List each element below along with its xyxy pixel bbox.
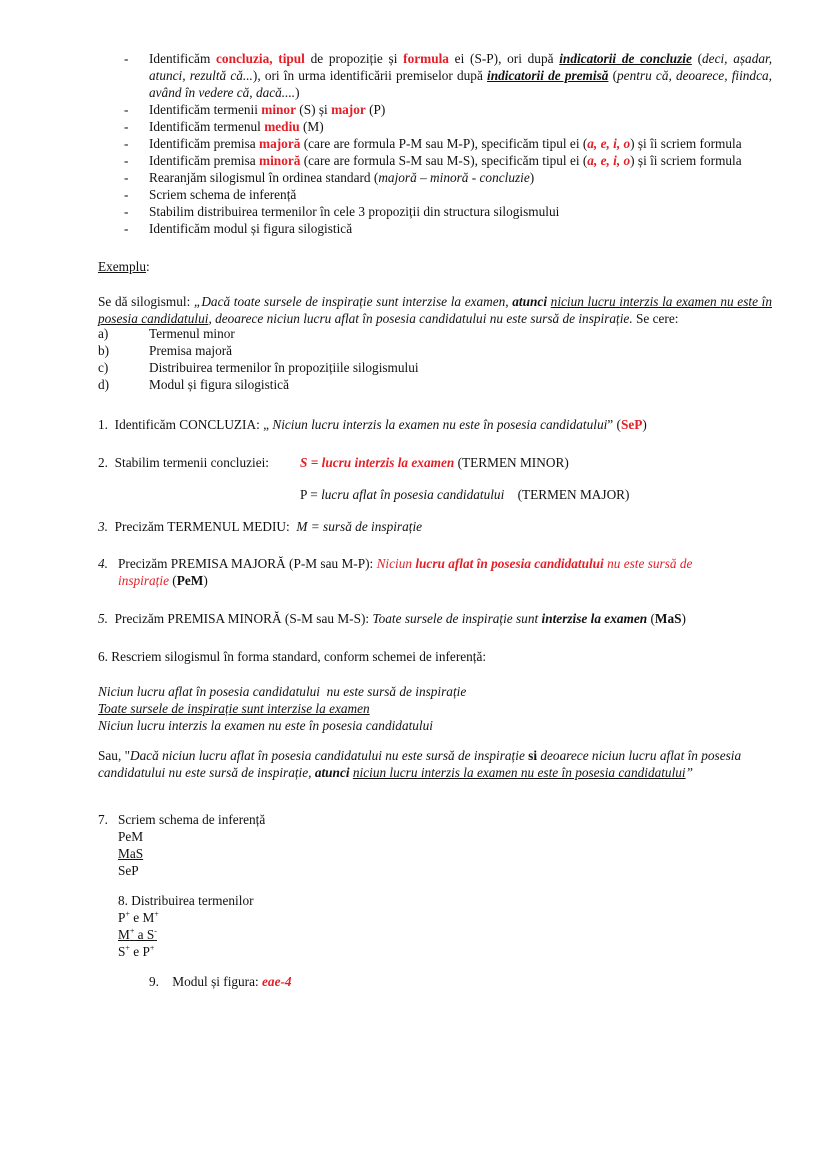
solution-step-3: 3. Precizăm TERMENUL MEDIU: M = sursă de inspirație [98,519,423,534]
step-item: - Stabilim distribuirea termenilor în cele 3 propoziții din structura silogismului [124,204,560,219]
major-premise-line: Niciun lucru aflat în posesia candidatului nu este sursă de inspirație [98,684,467,699]
formula-badge: SeP [620,417,643,432]
steps-list [124,50,772,237]
bullet-dash: - [124,153,129,168]
distribution-line: P+ e M+ [118,909,159,925]
emphasis: indicatorii de premisă [487,68,609,83]
highlight: formula [403,51,449,66]
bullet-dash: - [124,204,129,219]
solution-step-1: 1. Identificăm CONCLUZIA: „ Niciun lucru interzis la examen nu este în posesia candidatului” (SeP) [98,417,647,432]
step-item: - Identificăm premisa majoră (care are formula P-M sau M-P), specificăm tipul ei (a, e, i, o) și îi scriem formula [124,136,742,151]
solution-step-7: 7. Scriem schema de inferență PeM MaS SeP [98,812,266,878]
solution-step-8: 8. Distribuirea termenilor P+ e M+ M+ a S- S+ e P+ [118,893,254,959]
step-item: - Identificăm concluzia, tipul de propoziție și formula ei (S-P), ori după indicatorii de concluzie (deci, așadar, atunci, rezultă că...), ori în urma identificării premiselor după indicatorii de premisă (pentru că, deoarece, fiindca, având în vedere că, dacă....) [124,51,773,100]
step-item: - Identificăm termenul mediu (M) [124,119,324,134]
example-intro: Se dă silogismul: „Dacă toate sursele de inspirație sunt interzise la examen, atunci niciun lucru interzis la examen nu este în posesia candidatului, deoarece niciun lucru aflat în posesia candidatului nu este sursă de inspirație. Se cere: [98,294,772,326]
highlight: concluzia, tipul [216,51,305,66]
scheme-line: PeM [118,829,144,844]
major-term: P = lucru aflat în posesia candidatului (TERMEN MAJOR) [300,487,630,502]
scheme-line: MaS [118,846,144,861]
solution-step-5: 5. Precizăm PREMISA MINORĂ (S-M sau M-S): Toate sursele de inspirație sunt interzise la examen (MaS) [98,611,686,626]
distribution-line: S+ e P+ [118,943,155,959]
bullet-dash: - [124,119,129,134]
scheme-line: SeP [118,863,139,878]
solution-step-9: 9. Modul și figura: eae-4 [149,974,292,989]
bullet-dash: - [124,187,129,202]
solution-step-2: 2. Stabilim termenii concluziei: [98,455,269,470]
question-item: b) Premisa majoră [98,343,233,358]
emphasis: indicatorii de concluzie [559,51,692,66]
solution-step-6-title: 6. Rescriem silogismul în forma standard, conform schemei de inferență: [98,649,487,664]
formula-badge: PeM [176,573,204,588]
questions-list [98,325,698,393]
step-item: - Rearanjăm silogismul în ordinea standard (majoră – minoră - concluzie) [124,170,535,185]
formula-badge: MaS [654,611,682,626]
question-item: a) Termenul minor [98,326,235,341]
step-item: - Scriem schema de inferență [124,187,297,202]
example-heading: Exemplu: [98,259,150,274]
minor-premise-line: Toate sursele de inspirație sunt interzise la examen [98,701,370,716]
bullet-dash: - [124,102,129,117]
bullet-dash: - [124,170,129,185]
step-item: - Identificăm termenii minor (S) și major (P) [124,102,386,117]
step-item: - Identificăm premisa minoră (care are formula S-M sau M-S), specificăm tipul ei (a, e, i, o) și îi scriem formula [124,153,742,168]
distribution-line: M+ a S- [118,926,157,942]
conclusion-line: Niciun lucru interzis la examen nu este în posesia candidatului [98,718,433,733]
question-item: c) Distribuirea termenilor în propozițiile silogismului [98,360,419,375]
standard-form [98,683,466,734]
bullet-dash: - [124,51,129,66]
mode-figure-value: eae-4 [262,974,292,989]
bullet-dash: - [124,136,129,151]
question-item: d) Modul și figura silogistică [98,377,289,392]
minor-term: S = lucru interzis la examen (TERMEN MINOR) [300,455,569,470]
alternative-form: Sau, "Dacă niciun lucru aflat în posesia candidatului nu este sursă de inspirație si deoarece niciun lucru aflat în posesia candidatului nu este sursă de inspirație, atunci niciun lucru interzis la examen nu este în posesia candidatului” [98,748,742,780]
step-item: - Identificăm modul și figura silogistică [124,221,353,236]
bullet-dash: - [124,221,129,236]
solution-step-4: 4. Precizăm PREMISA MAJORĂ (P-M sau M-P): Niciun lucru aflat în posesia candidatului nu este sursă de inspirație (PeM) [98,556,693,588]
